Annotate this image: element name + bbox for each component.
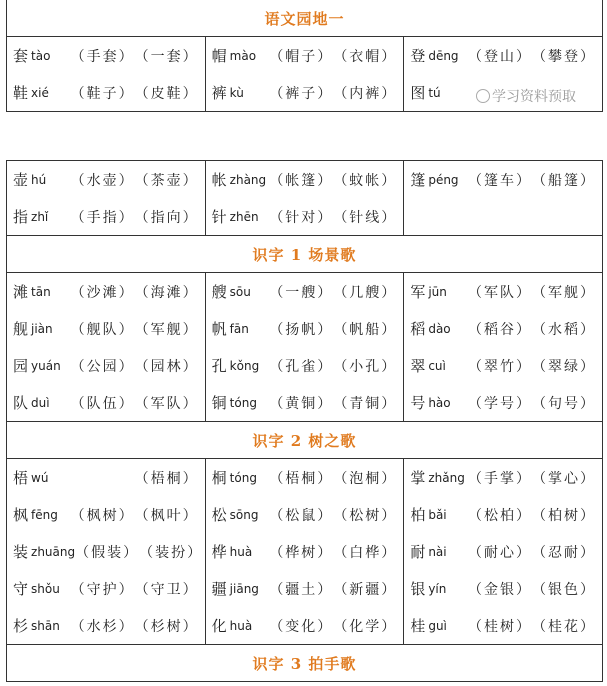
vocab-entry — [410, 459, 596, 496]
vocab-entry — [212, 384, 398, 421]
table-vocabulary — [6, 160, 603, 682]
word: （舰队） — [70, 321, 135, 338]
pinyin: zhǎng — [428, 470, 465, 485]
section-title: 识字 2 树之歌 — [7, 422, 603, 459]
character: 园 — [13, 357, 29, 375]
pinyin: sōu — [229, 284, 251, 299]
pinyin: shān — [31, 618, 60, 633]
watermark-text: 学习资料预取 — [492, 89, 576, 105]
vocab-entry — [212, 310, 398, 347]
pinyin: fān — [229, 321, 249, 336]
vocab-entry — [410, 384, 596, 421]
word: （守护） — [70, 581, 135, 598]
vocab-entry — [212, 161, 398, 198]
vocab-entry — [410, 607, 596, 644]
character: 篷 — [410, 171, 426, 189]
word: （船篷） — [532, 172, 596, 189]
character: 枫 — [13, 506, 29, 524]
pinyin: tóng — [229, 395, 257, 410]
character: 松 — [211, 506, 227, 524]
vocab-entry — [212, 570, 398, 607]
word: （翠竹） — [468, 358, 532, 375]
vocab-entry — [13, 459, 199, 496]
word: （小孔） — [333, 358, 398, 375]
character: 翠 — [410, 357, 426, 375]
character: 套 — [13, 47, 29, 65]
vocab-entry — [212, 496, 398, 533]
character: 梧 — [13, 469, 29, 487]
character: 疆 — [211, 580, 227, 598]
vocab-entry — [212, 607, 398, 644]
word: （一套） — [134, 48, 199, 65]
word: （手指） — [70, 209, 135, 226]
character: 鞋 — [13, 84, 29, 102]
pinyin: tān — [31, 284, 51, 299]
word: （帐篷） — [269, 172, 334, 189]
word: （守卫） — [134, 581, 199, 598]
character: 壶 — [13, 171, 29, 189]
character: 指 — [13, 208, 29, 226]
pinyin: mào — [229, 48, 257, 63]
pinyin: fēng — [31, 507, 58, 522]
word: （白桦） — [333, 544, 398, 561]
word: （蚊帐） — [333, 172, 398, 189]
character: 杉 — [13, 617, 29, 635]
word: （变化） — [269, 618, 334, 635]
word: （帽子） — [269, 48, 334, 65]
section-title: 识字 1 场景歌 — [7, 236, 603, 273]
vocab-entry — [13, 533, 204, 570]
word: （稻谷） — [468, 321, 532, 338]
vocab-entry — [13, 310, 199, 347]
character: 针 — [211, 208, 227, 226]
word: （金银） — [468, 581, 532, 598]
pinyin: zhàng — [229, 172, 267, 187]
character: 孔 — [211, 357, 227, 375]
section-title: 语文园地一 — [7, 0, 603, 37]
column-2 — [205, 161, 404, 236]
word: （一艘） — [269, 284, 334, 301]
word: （泡桐） — [333, 470, 398, 487]
character: 号 — [410, 394, 426, 412]
word: （手套） — [70, 48, 135, 65]
word: （裤子） — [269, 85, 334, 102]
vocab-entry — [410, 37, 596, 74]
pinyin: jiāng — [229, 581, 259, 596]
pinyin: zhuāng — [31, 544, 76, 559]
character: 滩 — [13, 283, 29, 301]
word: （桂树） — [468, 618, 532, 635]
word: （枫叶） — [134, 507, 199, 524]
pinyin: kǒng — [229, 358, 260, 373]
word: （针线） — [333, 209, 398, 226]
word: （针对） — [269, 209, 334, 226]
word: （帆船） — [333, 321, 398, 338]
pinyin: guì — [428, 618, 447, 633]
word: （军舰） — [532, 284, 596, 301]
pinyin: kù — [229, 85, 244, 100]
pinyin: bǎi — [428, 507, 447, 522]
pinyin: yuán — [31, 358, 61, 373]
pinyin: xié — [31, 85, 49, 100]
word: （公园） — [70, 358, 135, 375]
character: 军 — [410, 283, 426, 301]
character: 耐 — [410, 543, 426, 561]
word: （化学） — [333, 618, 398, 635]
word: （水壶） — [70, 172, 135, 189]
pinyin: zhǐ — [31, 209, 49, 224]
character: 裤 — [211, 84, 227, 102]
pinyin: huà — [229, 544, 253, 559]
word: （梧桐） — [269, 470, 334, 487]
word: （鞋子） — [70, 85, 135, 102]
pinyin: wú — [31, 470, 49, 485]
character: 桂 — [410, 617, 426, 635]
word: （松鼠） — [269, 507, 334, 524]
vocab-entry — [410, 570, 596, 607]
vocab-entry — [212, 273, 398, 310]
character: 桦 — [211, 543, 227, 561]
vocab-entry — [13, 161, 199, 198]
word: （登山） — [468, 48, 532, 65]
word: （翠绿） — [532, 358, 596, 375]
character: 舰 — [13, 320, 29, 338]
word: （疆土） — [269, 581, 334, 598]
character: 柏 — [410, 506, 426, 524]
pinyin: jūn — [428, 284, 447, 299]
column-3 — [404, 273, 603, 422]
word: （枫树） — [70, 507, 135, 524]
word: （新疆） — [333, 581, 398, 598]
word: （柏树） — [532, 507, 596, 524]
character: 银 — [410, 580, 426, 598]
column-1 — [7, 273, 206, 422]
word: （指向） — [134, 209, 199, 226]
column-3 — [404, 459, 603, 645]
vocab-entry — [410, 273, 596, 310]
character: 守 — [13, 580, 29, 598]
vocab-entry — [212, 347, 398, 384]
pinyin: duì — [31, 395, 50, 410]
word: （黄铜） — [269, 395, 334, 412]
column-2 — [205, 37, 404, 112]
word: （水杉） — [70, 618, 135, 635]
pinyin: jiàn — [31, 321, 53, 336]
word: （沙滩） — [70, 284, 135, 301]
word: （水稻） — [532, 321, 596, 338]
pinyin: hào — [428, 395, 451, 410]
word: （几艘） — [333, 284, 398, 301]
character: 稻 — [410, 320, 426, 338]
pinyin: péng — [428, 172, 459, 187]
word: （桂花） — [532, 618, 596, 635]
pinyin: tào — [31, 48, 51, 63]
word: （扬帆） — [269, 321, 334, 338]
character: 桐 — [211, 469, 227, 487]
vocab-entry — [410, 533, 596, 570]
pinyin: dào — [428, 321, 451, 336]
vocab-entry — [410, 347, 596, 384]
pinyin: sōng — [229, 507, 259, 522]
pinyin: yín — [428, 581, 447, 596]
word: （衣帽） — [333, 48, 398, 65]
pinyin: nài — [428, 544, 447, 559]
character: 队 — [13, 394, 29, 412]
word: （皮鞋） — [134, 85, 199, 102]
pinyin: zhēn — [229, 209, 259, 224]
character: 登 — [410, 47, 426, 65]
pinyin: tóng — [229, 470, 257, 485]
character: 掌 — [410, 469, 426, 487]
column-2 — [205, 273, 404, 422]
word: （孔雀） — [269, 358, 334, 375]
vocab-entry — [212, 459, 398, 496]
vocab-entry — [13, 607, 199, 644]
pinyin: tú — [428, 85, 441, 100]
word: （杉树） — [134, 618, 199, 635]
vocab-entry — [212, 198, 398, 235]
character: 帆 — [211, 320, 227, 338]
vocab-entry — [410, 161, 596, 198]
vocab-entry — [212, 74, 398, 111]
word: （队伍） — [70, 395, 135, 412]
column-1 — [7, 161, 206, 236]
word: （海滩） — [134, 284, 199, 301]
vocab-entry — [13, 198, 199, 235]
word: （军舰） — [134, 321, 199, 338]
column-1 — [7, 459, 206, 645]
watermark — [476, 86, 576, 106]
vocab-entry — [13, 37, 199, 74]
vocab-entry — [13, 347, 199, 384]
vocab-entry — [13, 384, 199, 421]
word: （茶壶） — [134, 172, 199, 189]
pinyin: huà — [229, 618, 253, 633]
word: （桦树） — [269, 544, 334, 561]
vocab-entry — [13, 496, 199, 533]
vocab-entry — [13, 273, 199, 310]
word: （耐心） — [468, 544, 532, 561]
word: （青铜） — [333, 395, 398, 412]
word: （松柏） — [468, 507, 532, 524]
word: （掌心） — [532, 470, 596, 487]
character: 帽 — [211, 47, 227, 65]
character: 化 — [211, 617, 227, 635]
vocab-entry — [410, 496, 596, 533]
word: （军队） — [134, 395, 199, 412]
word: （手掌） — [468, 470, 532, 487]
vocab-entry — [410, 310, 596, 347]
word: （银色） — [532, 581, 596, 598]
word: （篷车） — [468, 172, 532, 189]
word: （松树） — [333, 507, 398, 524]
word: （园林） — [134, 358, 199, 375]
vocab-entry — [212, 37, 398, 74]
character: 艘 — [211, 283, 227, 301]
wechat-icon — [476, 89, 490, 103]
section-title: 识字 3 拍手歌 — [7, 645, 603, 682]
word: （军队） — [468, 284, 532, 301]
word: （梧桐） — [134, 470, 199, 487]
word: （忍耐） — [532, 544, 596, 561]
word: （学号） — [468, 395, 532, 412]
character: 装 — [13, 543, 29, 561]
character: 图 — [410, 84, 426, 102]
column-2 — [205, 459, 404, 645]
pinyin: hú — [31, 172, 47, 187]
word: （攀登） — [532, 48, 596, 65]
vocab-entry — [212, 533, 398, 570]
word: （句号） — [532, 395, 596, 412]
vocab-entry — [13, 570, 199, 607]
pinyin: cuì — [428, 358, 446, 373]
word: （装扮） — [139, 544, 204, 561]
pinyin: dēng — [428, 48, 459, 63]
pinyin: shǒu — [31, 581, 60, 596]
word: （内裤） — [333, 85, 398, 102]
vocab-entry — [13, 74, 199, 111]
character: 帐 — [211, 171, 227, 189]
character: 铜 — [211, 394, 227, 412]
word: （假装） — [75, 544, 140, 561]
vocab-entry — [410, 198, 596, 235]
column-3 — [404, 161, 603, 236]
column-1 — [7, 37, 206, 112]
